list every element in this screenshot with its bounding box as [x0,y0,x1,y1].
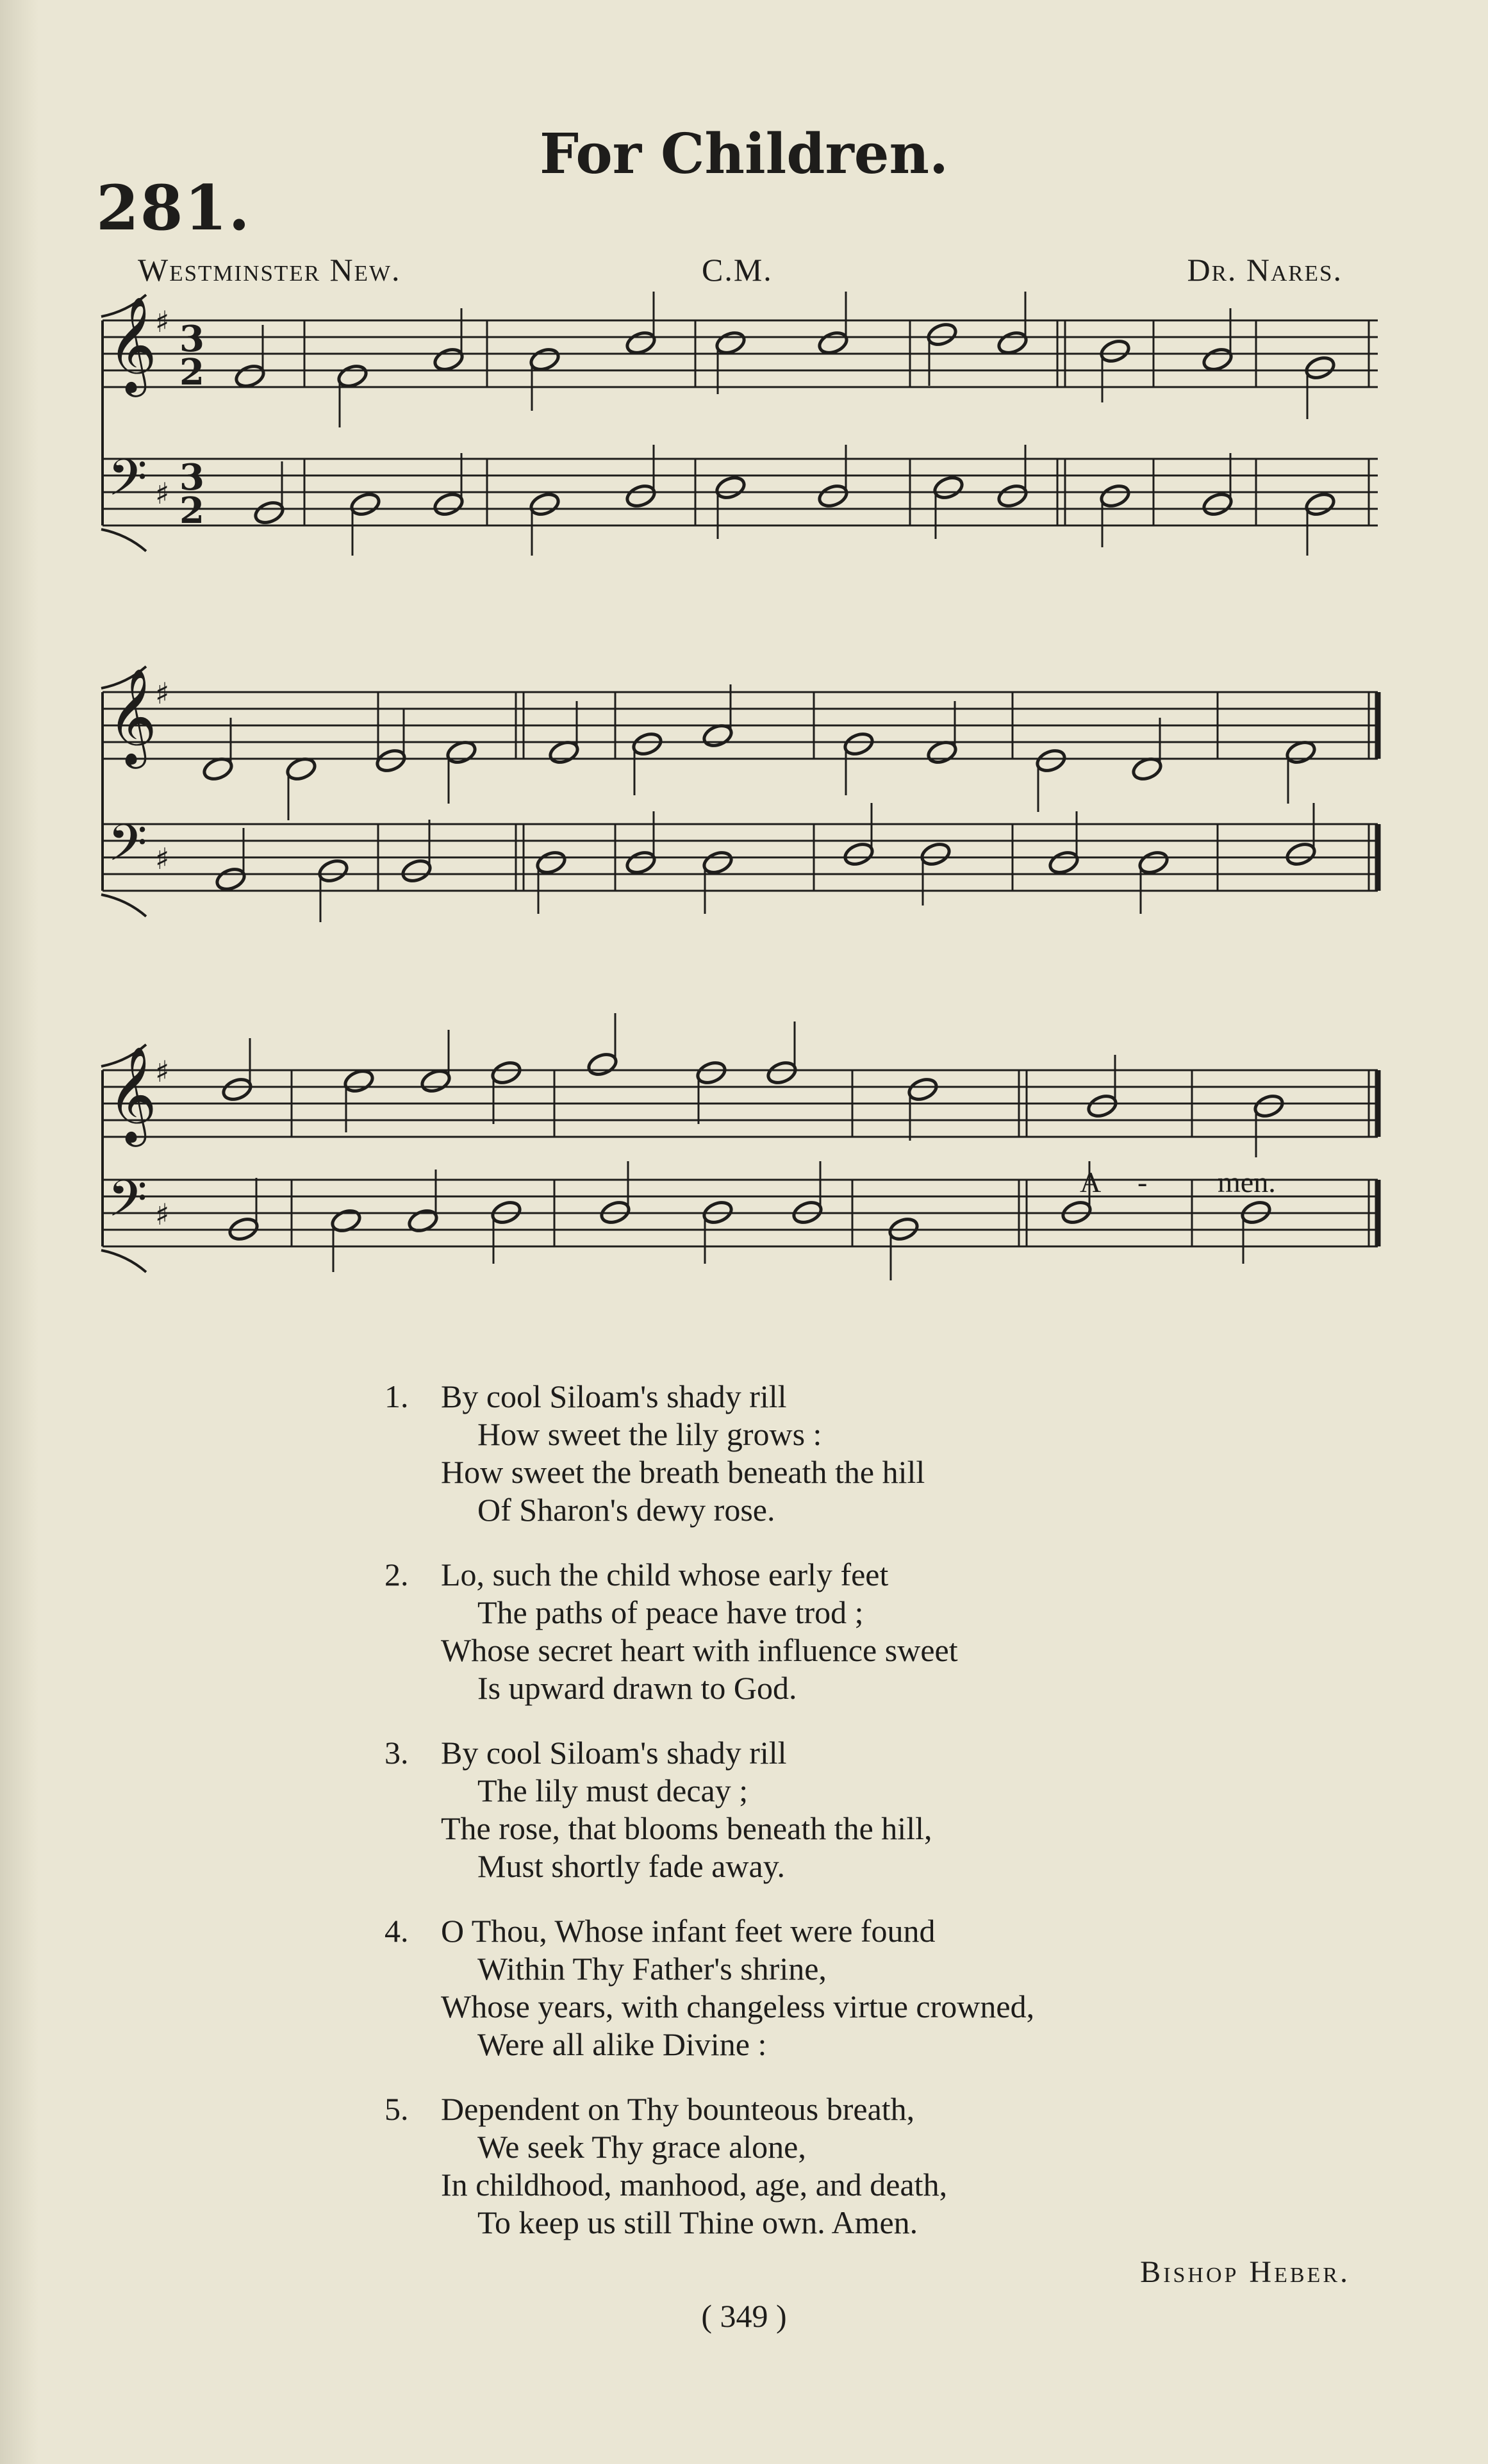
verse-line: Of Sharon's dewy rose. [477,1492,775,1528]
hymn-number: 281. [96,172,251,244]
verse [384,1912,1346,2063]
time-signature-top: 3 [179,456,204,499]
brace-bottom [101,1250,146,1272]
half-note-head [400,857,433,884]
brace-bottom [101,895,146,916]
half-note-head [490,1059,522,1086]
half-note-head [714,474,747,501]
verse-line: By cool Siloam's shady rill [441,1378,787,1414]
half-note-head [1034,747,1067,774]
half-note-head [342,1068,375,1095]
verse-line: In childhood, manhood, age, and death, [441,2167,948,2203]
verse-line: How sweet the lily grows : [477,1416,822,1452]
half-note-head [528,346,561,373]
half-note-head [1098,483,1131,509]
half-note-head [996,483,1029,509]
verse-line: The lily must decay ; [477,1773,748,1808]
verse-line: Were all alike Divine : [477,2026,767,2062]
half-note-head [631,731,663,757]
half-note-head [317,857,349,884]
half-note-head [374,747,407,774]
half-note-head [996,329,1029,356]
verse-line: Within Thy Father's shrine, [477,1951,827,1987]
half-note-head [220,1076,253,1103]
half-note-head [214,866,247,893]
half-note-head [714,329,747,356]
half-note-head [1098,338,1131,365]
verse-number: 4. [384,1913,409,1949]
verse-line: Whose secret heart with influence sweet [441,1632,958,1668]
half-note-head [1303,491,1336,518]
verse-number: 3. [384,1735,409,1771]
half-note-head [624,483,657,509]
verse-line: We seek Thy grace alone, [477,2129,806,2165]
author: Bishop Heber. [1140,2255,1350,2289]
verse [384,1734,1346,1885]
half-note-head [624,849,657,876]
bass-clef: 𝄢 [108,813,147,885]
half-note-head [816,483,849,509]
bass-clef: 𝄢 [108,1169,147,1241]
verse-line: The rose, that blooms beneath the hill, [441,1810,932,1846]
verse-line: Is upward drawn to God. [477,1670,797,1706]
half-note-head [1201,491,1234,518]
half-note-head [1284,841,1317,868]
verse-number: 2. [384,1557,409,1592]
half-note-head [1252,1093,1285,1120]
verse [384,2090,1346,2242]
half-note-head [1086,1093,1118,1120]
page-number: ( 349 ) [701,2298,787,2334]
verse-number: 5. [384,2091,409,2127]
composer: Dr. Nares. [1187,252,1343,288]
half-note-head [906,1076,939,1103]
half-note-head [419,1068,452,1095]
verse [384,1378,1346,1529]
half-note-head [349,491,381,518]
half-note-head [816,329,849,356]
verse-line: Lo, such the child whose early feet [441,1557,889,1592]
treble-clef: 𝄞 [108,667,157,765]
verse-line: Whose years, with changeless virtue crowned, [441,1989,1035,2024]
half-note-head [528,491,561,518]
verse-line: O Thou, Whose infant feet were found [441,1913,936,1949]
meter: C.M. [702,252,773,288]
verse-line: To keep us still Thine own. Amen. [477,2204,918,2240]
verse-line: How sweet the breath beneath the hill [441,1454,925,1490]
amen-syllable: - [1137,1166,1148,1198]
half-note-head [765,1059,798,1086]
half-note-head [624,329,657,356]
treble-clef: 𝄞 [108,295,157,393]
half-note-head [432,346,465,373]
verse-line: By cool Siloam's shady rill [441,1735,787,1771]
tune-name: Westminster New. [138,252,401,288]
half-note-head [842,841,875,868]
treble-clef: 𝄞 [108,1045,157,1143]
verse-line: Dependent on Thy bounteous breath, [441,2091,915,2127]
verses [384,1378,1346,2269]
half-note-head [252,499,285,526]
time-signature-bottom: 2 [179,490,204,532]
half-note-head [336,363,368,390]
verse [384,1556,1346,1707]
half-note-head [1137,849,1170,876]
key-signature-sharp: ♯ [155,476,170,511]
bass-clef: 𝄢 [108,448,147,520]
half-note-head [586,1051,618,1078]
half-note-head [919,841,952,868]
brace-bottom [101,529,146,551]
half-note-head [925,321,958,348]
half-note-head [701,849,734,876]
amen-syllable: A [1080,1166,1102,1198]
half-note-head [1303,354,1336,381]
verse-number: 1. [384,1378,409,1414]
key-signature-sharp: ♯ [155,841,170,876]
amen-syllable: men. [1218,1166,1276,1198]
key-signature-sharp: ♯ [155,304,170,339]
half-note-head [534,849,567,876]
verse-line: The paths of peace have trod ; [477,1594,864,1630]
half-note-head [1047,849,1080,876]
half-note-head [432,491,465,518]
half-note-head [1201,346,1234,373]
hymn-heading: For Children. [540,122,948,186]
half-note-head [932,474,964,501]
verse-line: Must shortly fade away. [477,1848,785,1884]
half-note-head [842,731,875,757]
time-signature-bottom: 2 [179,351,204,393]
time-signature-top: 3 [179,318,204,360]
key-signature-sharp: ♯ [155,1054,170,1089]
half-note-head [695,1059,727,1086]
key-signature-sharp: ♯ [155,1197,170,1232]
half-note-head [233,363,266,390]
key-signature-sharp: ♯ [155,676,170,711]
